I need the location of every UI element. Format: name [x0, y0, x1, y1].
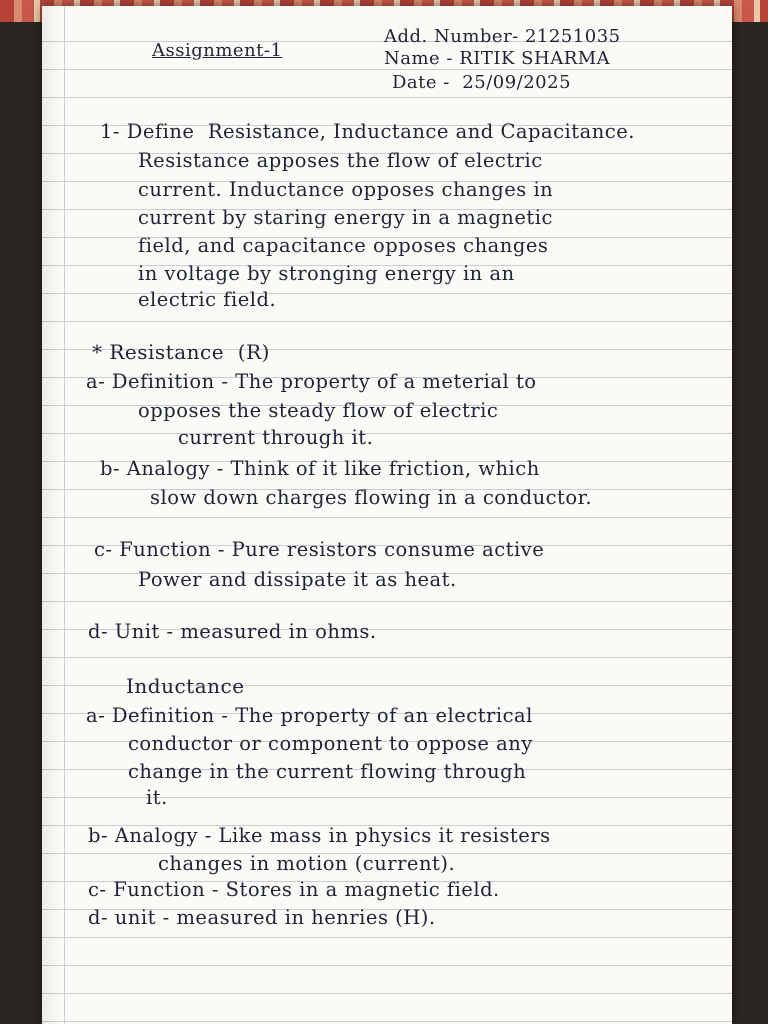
- resistance-line: b- Analogy - Think of it like friction, which: [100, 457, 540, 480]
- inductance-line: d- unit - measured in henries (H).: [88, 906, 436, 929]
- question-line: field, and capacitance opposes changes: [138, 234, 549, 257]
- assignment-title: Assignment-1: [152, 40, 283, 61]
- resistance-line: slow down charges flowing in a conductor.: [150, 486, 593, 509]
- inductance-line: conductor or component to oppose any: [128, 732, 533, 755]
- inductance-line: changes in motion (current).: [158, 852, 456, 875]
- resistance-line: d- Unit - measured in ohms.: [88, 620, 377, 643]
- question-line: current. Inductance opposes changes in: [138, 178, 554, 201]
- question-line: Resistance apposes the flow of electric: [138, 149, 543, 172]
- resistance-line: c- Function - Pure resistors consume active: [94, 538, 545, 561]
- margin-rule: [64, 6, 65, 1024]
- inductance-line: c- Function - Stores in a magnetic field.: [88, 878, 500, 901]
- question-line: current by staring energy in a magnetic: [138, 206, 553, 229]
- section-heading-inductance: Inductance: [126, 674, 245, 698]
- inductance-line: it.: [146, 786, 168, 809]
- resistance-line: a- Definition - The property of a meterial to: [86, 370, 537, 393]
- question-line: 1- Define Resistance, Inductance and Capacitance.: [100, 120, 635, 143]
- question-line: in voltage by stronging energy in an: [138, 262, 515, 285]
- inductance-line: change in the current flowing through: [128, 760, 527, 783]
- section-heading-resistance: * Resistance (R): [92, 340, 270, 364]
- resistance-line: opposes the steady flow of electric: [138, 399, 499, 422]
- question-line: electric field.: [138, 288, 277, 311]
- inductance-line: b- Analogy - Like mass in physics it resisters: [88, 824, 551, 847]
- resistance-line: current through it.: [178, 426, 374, 449]
- student-name: Name - RITIK SHARMA: [384, 48, 611, 69]
- resistance-line: Power and dissipate it as heat.: [138, 568, 457, 591]
- assignment-date: Date - 25/09/2025: [392, 72, 572, 93]
- inductance-line: a- Definition - The property of an electrical: [86, 704, 533, 727]
- notebook-page: [42, 6, 732, 1024]
- admission-number: Add. Number- 21251035: [384, 26, 621, 47]
